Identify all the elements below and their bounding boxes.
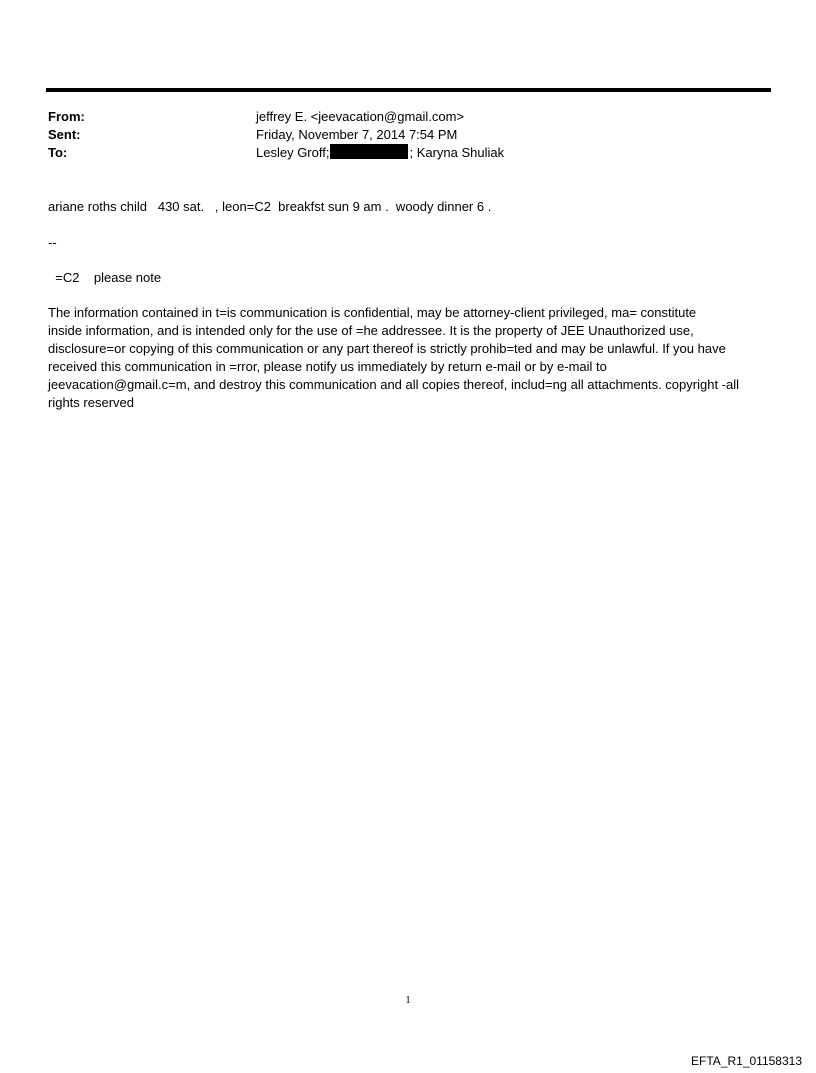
page-number: 1 xyxy=(405,994,411,1006)
header-divider xyxy=(46,88,771,92)
sent-row xyxy=(48,126,768,144)
sent-value: Friday, November 7, 2014 7:54 PM xyxy=(256,127,458,142)
to-value xyxy=(256,144,768,162)
signature-separator: -- xyxy=(48,235,57,250)
disclaimer-line: The information contained in t=is communication is confidential, may be attorney-client privileged, ma= constitute xyxy=(48,305,697,320)
to-row xyxy=(48,144,768,162)
disclaimer-line: jeevacation@gmail.c=m, and destroy this communication and all copies thereof, includ=ng all attachments. copyright -all xyxy=(48,377,739,392)
disclaimer-line: inside information, and is intended only for the use of =he addressee. It is the property of JEE Unauthorized use, xyxy=(48,323,694,338)
to-recipient-2: ; Karyna Shuliak xyxy=(409,145,505,160)
disclaimer-line: disclosure=or copying of this communication or any part thereof is strictly prohib=ted and may be unlawful. If you have xyxy=(48,341,726,356)
message-line: ariane roths child 430 sat. , leon=C2 breakfst sun 9 am . woody dinner 6 . xyxy=(48,199,492,214)
note-line: =C2 please note xyxy=(48,270,162,285)
email-header xyxy=(48,108,768,162)
from-value: jeffrey E. <jeevacation@gmail.com> xyxy=(256,109,465,124)
redaction-box xyxy=(330,144,408,159)
document-id: EFTA_R1_01158313 xyxy=(691,1054,802,1068)
to-recipient-1: Lesley Groff; xyxy=(256,145,330,160)
to-label: To: xyxy=(48,145,68,160)
sent-label: Sent: xyxy=(48,127,81,142)
disclaimer-line: received this communication in =rror, please notify us immediately by return e-mail or by e-mail to xyxy=(48,359,607,374)
from-label: From: xyxy=(48,109,85,124)
disclaimer-line: rights reserved xyxy=(48,395,134,410)
confidentiality-disclaimer xyxy=(48,304,778,412)
from-row xyxy=(48,108,768,126)
